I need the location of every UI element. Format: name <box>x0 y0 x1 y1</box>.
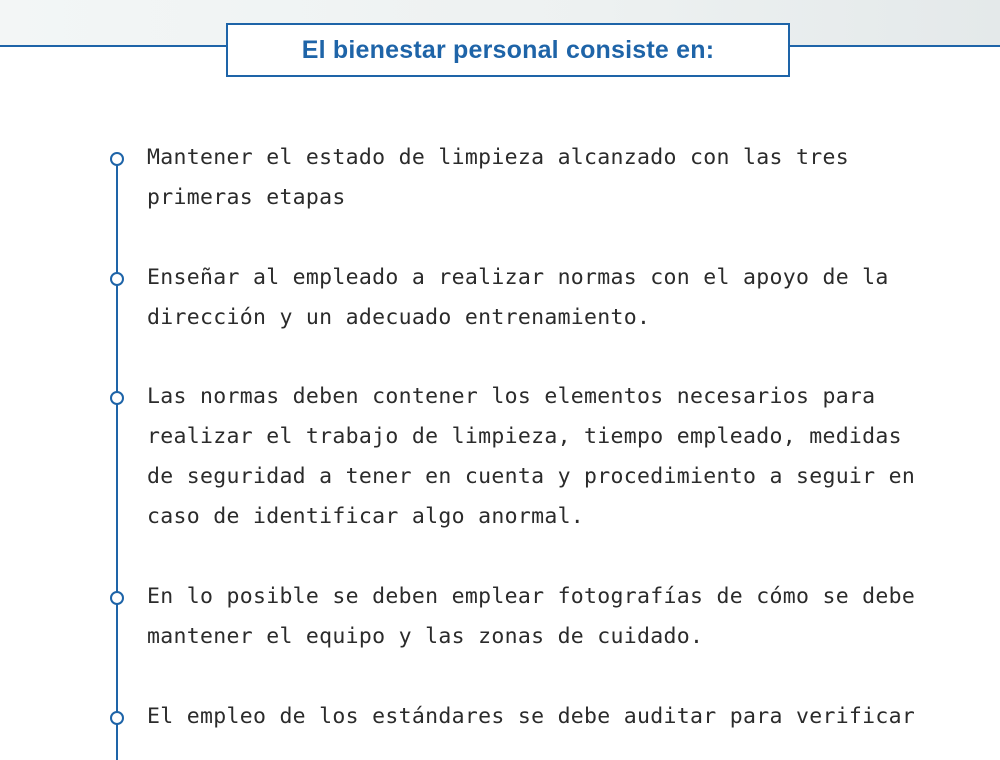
bullet-circle-icon <box>110 391 124 405</box>
list-item: Mantener el estado de limpieza alcanzado con las tres primeras etapas <box>147 145 849 210</box>
timeline-line <box>116 160 118 760</box>
list-item: Enseñar al empleado a realizar normas con el apoyo de la dirección y un adecuado entrenamiento. <box>147 265 889 330</box>
list-item: El empleo de los estándares se debe auditar para verificar <box>147 704 916 729</box>
list-item: Las normas deben contener los elementos necesarios para realizar el trabajo de limpieza, tiempo empleado, medidas de seguridad a tener en cuenta y procedimiento a seguir en caso de identificar algo anormal. <box>147 384 916 529</box>
bullet-circle-icon <box>110 591 124 605</box>
bullet-circle-icon <box>110 711 124 725</box>
page-title: El bienestar personal consiste en: <box>301 35 715 64</box>
bullet-circle-icon <box>110 272 124 286</box>
list-item: En lo posible se deben emplear fotografías de cómo se debe mantener el equipo y las zonas de cuidado. <box>147 584 916 649</box>
title-box <box>226 23 790 77</box>
bullet-circle-icon <box>110 152 124 166</box>
